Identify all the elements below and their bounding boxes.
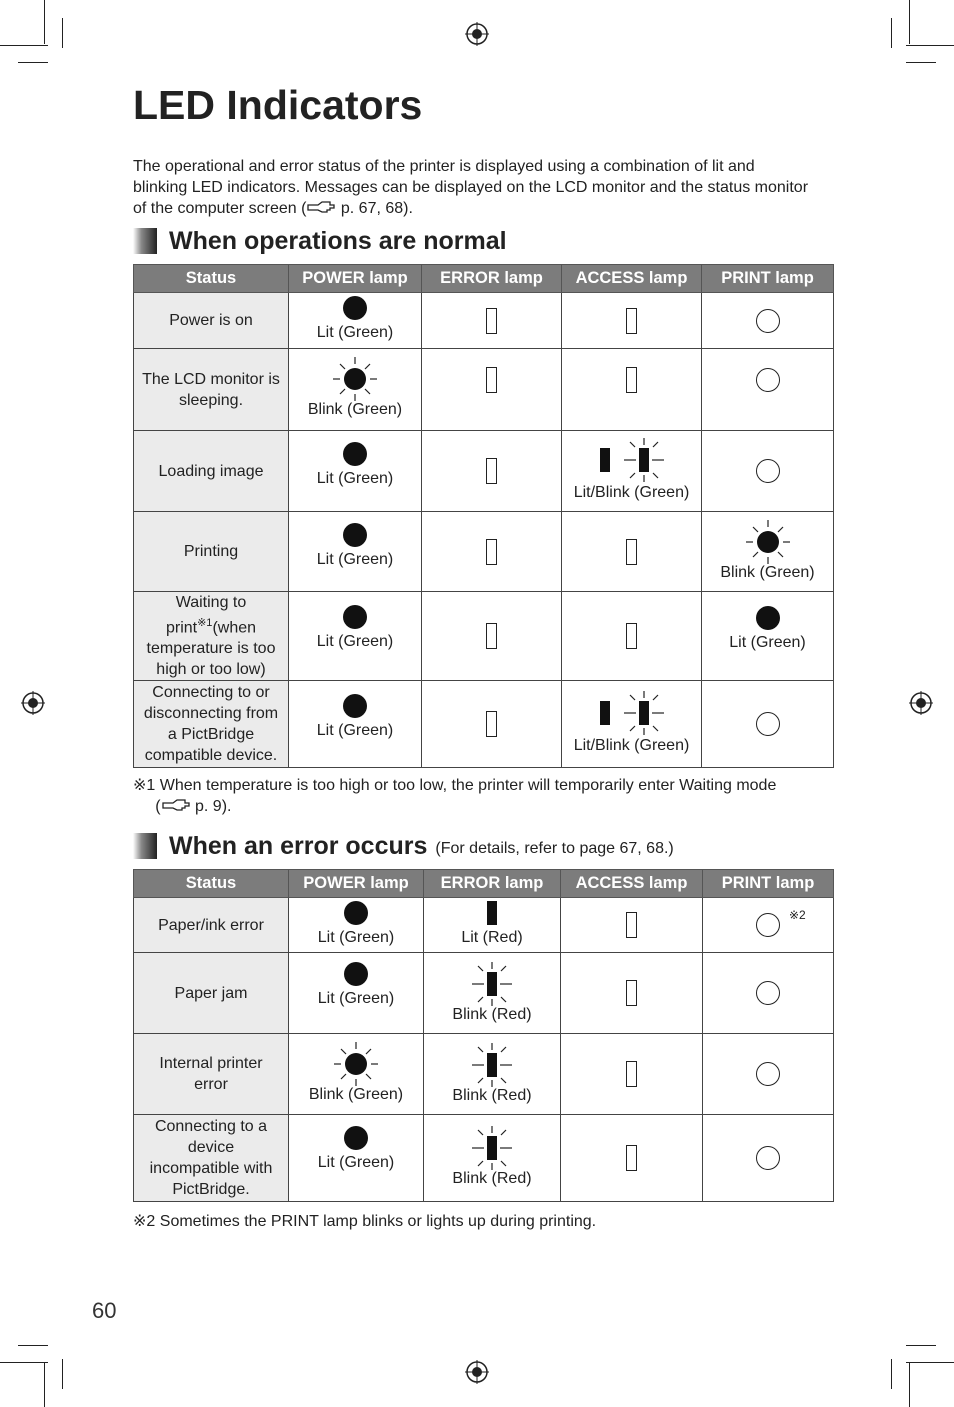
lamp-combo [600,438,664,482]
power-cell [289,898,424,953]
page-title: LED Indicators [133,82,423,128]
reference-hand-icon [161,799,191,813]
error-label: Blink (Red) [452,1169,532,1187]
status-cell: Paper/ink error [134,898,289,953]
lamp-lit-circle-icon [756,606,780,630]
crop-mark [891,1359,892,1389]
crop-mark [906,1345,936,1346]
print-cell [702,681,834,768]
header-error: ERROR lamp [424,870,561,898]
table-row [134,512,834,592]
error-cell [422,431,562,512]
power-label: Lit (Green) [317,990,395,1007]
lamp-off-rect-icon [486,623,497,649]
normal-section-heading [133,227,507,255]
access-cell [561,953,703,1034]
error-label: Blink (Red) [452,1005,532,1023]
intro-text: The operational and error status of the printer is displayed using a combination of lit and blinking LED indicators. Messages can be displayed on the LCD monitor and the status monitor of the computer screen ( [133,158,809,217]
header-access: ACCESS lamp [561,870,703,898]
lamp-blink-rect-icon [472,1126,512,1170]
crop-mark [62,1359,63,1389]
registration-mark-icon [465,22,489,46]
section-bar [133,228,157,254]
lamp-off-circle-icon [756,1062,780,1086]
error-label: Lit (Red) [461,928,523,946]
error-cell [422,592,562,681]
crop-mark [906,45,954,46]
lamp-off-circle-icon [756,913,780,937]
error-section-heading [133,832,674,860]
lamp-blink-circle-icon [331,357,379,401]
intro-ref: p. 67, 68). [340,200,413,217]
power-label: Blink (Green) [308,1086,404,1103]
error-cell [424,1034,561,1115]
status-cell: Printing [134,512,289,592]
print-label: Lit (Green) [729,633,806,651]
lamp-off-rect-icon [486,711,497,737]
access-label: Lit/Blink (Green) [573,737,690,755]
footnote-1: ※1 When temperature is too high or too low, the printer will temporarily enter Waiting mode ( p. 9). [133,777,777,815]
table-header-row [134,870,834,898]
power-label: Lit (Green) [317,1154,395,1171]
error-cell [422,293,562,349]
power-cell [289,681,422,768]
lamp-off-rect-icon [486,458,497,484]
status-cell: Internal printer error [134,1034,289,1115]
error-cell [424,898,561,953]
access-cell [562,431,702,512]
footnote-text: When temperature is too high or too low, the printer will temporarily enter Waiting mode [159,777,777,794]
footnote-2 [133,1211,823,1232]
power-cell [289,953,424,1034]
normal-heading-text: When operations are normal [169,226,507,255]
power-label: Lit (Green) [317,928,395,946]
power-label: Lit (Green) [316,550,394,568]
crop-mark [0,1362,48,1363]
power-cell [289,592,422,681]
lamp-lit-rect-icon [487,901,497,925]
table-row [134,293,834,349]
footnote-mark: ※1 [133,777,156,794]
status-cell: Loading image [134,431,289,512]
lamp-blink-rect-icon [624,438,664,482]
error-cell [422,349,562,431]
error-cell [424,953,561,1034]
print-label: Blink (Green) [720,564,815,581]
access-cell [562,681,702,768]
error-table [133,869,834,1202]
footnote-ref: ※1 [197,617,213,629]
power-cell [289,293,422,349]
lamp-off-circle-icon [756,368,780,392]
print-cell [703,1115,834,1202]
page-number: 60 [92,1298,117,1323]
footnote-text: Sometimes the PRINT lamp blinks or lights up during printing. [159,1213,597,1230]
crop-mark [906,62,936,63]
access-cell [562,349,702,431]
lamp-off-rect-icon [486,367,497,393]
crop-mark [891,18,892,48]
lamp-lit-circle-icon [343,296,367,320]
crop-mark [44,1363,45,1407]
print-cell [702,512,834,592]
error-label: Blink (Red) [452,1086,532,1104]
lamp-off-circle-icon [756,712,780,736]
header-access: ACCESS lamp [562,265,702,293]
status-cell: Connecting to a device incompatible with PictBridge. [134,1115,289,1202]
status-text: (when temperature is too high or too low) [146,619,276,679]
error-cell [422,681,562,768]
table-row [134,1115,834,1202]
power-cell [289,1115,424,1202]
lamp-blink-circle-icon [332,1042,380,1086]
status-cell [134,592,289,681]
section-bar [133,833,157,859]
table-row [134,681,834,768]
access-cell [561,1034,703,1115]
lamp-lit-circle-icon [343,523,367,547]
lamp-blink-rect-icon [624,691,664,735]
crop-mark [909,0,910,44]
table-row [134,898,834,953]
footnote-mark: ※2 [133,1213,156,1230]
status-cell: Connecting to or disconnecting from a PictBridge compatible device. [134,681,289,768]
lamp-off-circle-icon [756,309,780,333]
lamp-lit-circle-icon [343,694,367,718]
lamp-lit-circle-icon [343,442,367,466]
crop-mark [18,62,48,63]
lamp-off-rect-icon [486,308,497,334]
lamp-off-rect-icon [626,539,637,565]
lamp-off-rect-icon [626,367,637,393]
crop-mark [44,0,45,44]
error-cell [422,512,562,592]
table-header-row [134,265,834,293]
header-print: PRINT lamp [702,265,834,293]
crop-mark [909,1363,910,1407]
error-heading-note: (For details, refer to page 67, 68.) [435,840,674,857]
status-text: Waiting to print [165,594,247,637]
header-power: POWER lamp [289,265,422,293]
lamp-blink-rect-icon [472,962,512,1006]
lamp-off-rect-icon [626,623,637,649]
access-cell [562,293,702,349]
header-status: Status [134,265,289,293]
power-label: Lit (Green) [316,633,394,651]
normal-table [133,264,834,768]
lamp-off-rect-icon [626,308,637,334]
footnote-ref-text: p. 9). [195,798,232,815]
reference-hand-icon [306,201,336,215]
lamp-lit-circle-icon [344,962,368,986]
lamp-off-rect-icon [626,912,637,938]
error-heading-text: When an error occurs [169,831,428,860]
lamp-combo [600,691,664,735]
crop-mark [62,18,63,48]
print-cell [703,1034,834,1115]
registration-mark-icon [21,691,45,715]
print-cell [702,349,834,431]
crop-mark [0,45,48,46]
power-cell [289,349,422,431]
access-cell [562,592,702,681]
intro-paragraph [133,156,813,219]
lamp-lit-rect-icon [600,701,610,725]
header-status: Status [134,870,289,898]
print-cell [703,953,834,1034]
power-cell [289,512,422,592]
lamp-off-circle-icon [756,1146,780,1170]
error-cell [424,1115,561,1202]
table-row [134,953,834,1034]
access-cell [561,1115,703,1202]
status-cell: Paper jam [134,953,289,1034]
table-row [134,1034,834,1115]
lamp-blink-circle-icon [744,520,792,564]
lamp-off-rect-icon [626,1145,637,1171]
status-cell: Power is on [134,293,289,349]
power-label: Blink (Green) [307,401,403,418]
lamp-off-rect-icon [626,1061,637,1087]
table-row [134,592,834,681]
lamp-off-circle-icon [756,459,780,483]
header-error: ERROR lamp [422,265,562,293]
print-cell [702,592,834,681]
lamp-lit-circle-icon [344,1126,368,1150]
lamp-off-circle-icon [756,981,780,1005]
status-cell: The LCD monitor is sleeping. [134,349,289,431]
power-cell [289,1034,424,1115]
lamp-lit-rect-icon [600,448,610,472]
power-label: Lit (Green) [316,721,394,739]
access-label: Lit/Blink (Green) [573,484,690,501]
header-print: PRINT lamp [703,870,834,898]
power-cell [289,431,422,512]
access-cell [562,512,702,592]
print-cell [703,898,834,953]
power-label: Lit (Green) [316,470,394,487]
table-row [134,349,834,431]
power-label: Lit (Green) [316,324,394,341]
table-row [134,431,834,512]
print-cell [702,431,834,512]
lamp-lit-circle-icon [344,901,368,925]
lamp-blink-rect-icon [472,1043,512,1087]
print-cell [702,293,834,349]
lamp-lit-circle-icon [343,605,367,629]
header-power: POWER lamp [289,870,424,898]
footnote-ref: ※2 [789,908,806,922]
registration-mark-icon [909,691,933,715]
crop-mark [18,1345,48,1346]
access-cell [561,898,703,953]
lamp-off-rect-icon [486,539,497,565]
lamp-off-rect-icon [626,980,637,1006]
registration-mark-icon [465,1360,489,1384]
crop-mark [906,1362,954,1363]
